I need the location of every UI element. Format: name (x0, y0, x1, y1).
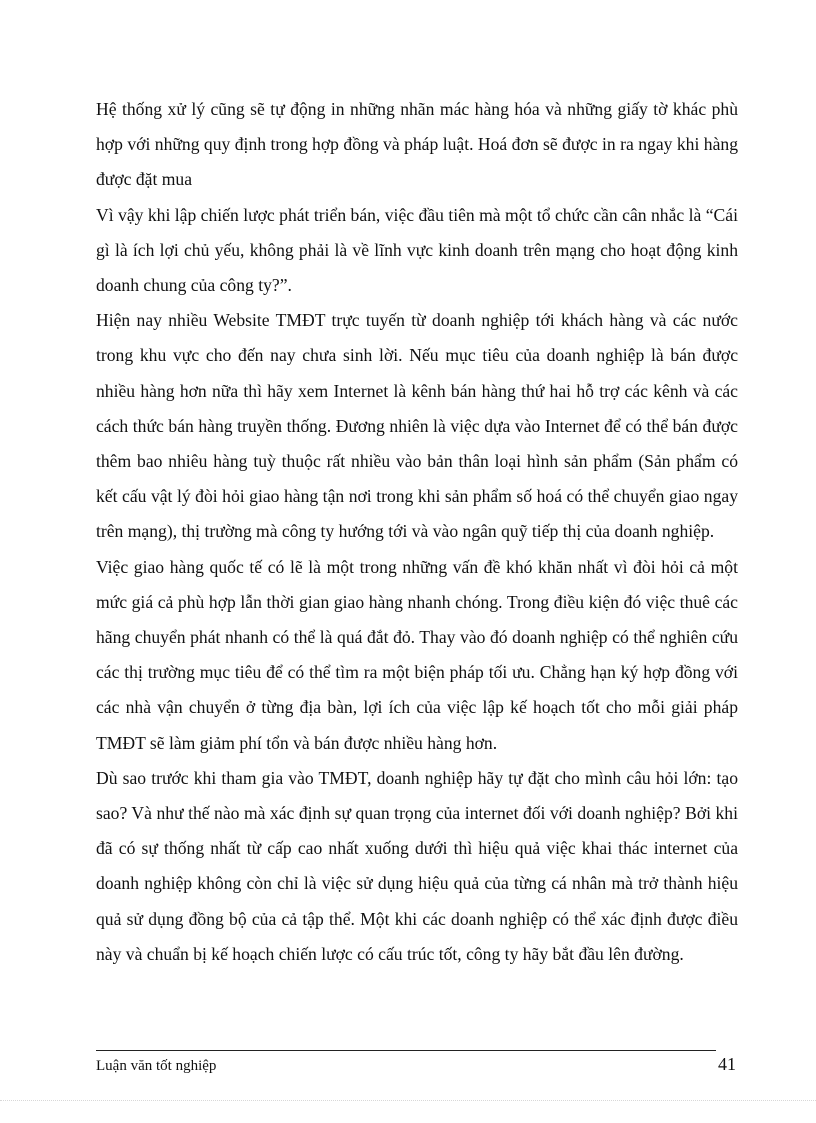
paragraph-3: Hiện nay nhiều Website TMĐT trực tuyến từ doanh nghiệp tới khách hàng và các nước trong khu vực cho đến nay chưa sinh lời. Nếu mục tiêu của doanh nghiệp là bán được nhiều hàng hơn nữa thì hãy xem Internet là kênh bán hàng thứ hai hỗ trợ các kênh và các cách thức bán hàng truyền thống. Đương nhiên là việc dựa vào Internet để có thể bán được thêm bao nhiêu hàng tuỳ thuộc rất nhiều vào bản thân loại hình sản phẩm (Sản phẩm có kết cấu vật lý đòi hỏi giao hàng tận nơi trong khi sản phẩm số hoá có thể chuyển giao ngay trên mạng), thị trường mà công ty hướng tới và vào ngân quỹ tiếp thị của doanh nghiệp. (96, 310, 738, 542)
footer-label: Luận văn tốt nghiệp (96, 1058, 217, 1074)
body-text (96, 92, 738, 972)
paragraph-5: Dù sao trước khi tham gia vào TMĐT, doanh nghiệp hãy tự đặt cho mình câu hỏi lớn: tạo sao? Và như thế nào mà xác định sự quan trọng của internet đối với doanh nghiệp? Bởi khi đã có sự thống nhất từ cấp cao nhất xuống dưới thì hiệu quả việc khai thác internet của doanh nghiệp không còn chỉ là việc sử dụng hiệu quả của từng cá nhân mà trở thành hiệu quả sử dụng đồng bộ của cả tập thể. Một khi các doanh nghiệp có thể xác định được điều này và chuẩn bị kế hoạch chiến lược có cấu trúc tốt, công ty hãy bắt đầu lên đường. (96, 767, 738, 964)
paragraph-2: Vì vậy khi lập chiến lược phát triển bán, việc đầu tiên mà một tổ chức cần cân nhắc là “Cái gì là ích lợi chủ yếu, không phải là về lĩnh vực kinh doanh trên mạng cho hoạt động kinh doanh chung của công ty?”. (96, 204, 738, 296)
paragraph-4: Việc giao hàng quốc tế có lẽ là một trong những vấn đề khó khăn nhất vì đòi hỏi cả một mức giá cả phù hợp lẫn thời gian giao hàng nhanh chóng. Trong điều kiện đó việc thuê các hãng chuyển phát nhanh có thể là quá đắt đỏ. Thay vào đó doanh nghiệp có thể nghiên cứu các thị trường mục tiêu để có thể tìm ra một biện pháp tối ưu. Chẳng hạn ký hợp đồng với các nhà vận chuyển ở từng địa bàn, lợi ích của việc lập kế hoạch tốt cho mỗi giải pháp TMĐT sẽ làm giảm phí tổn và bán được nhiều hàng hơn. (96, 556, 738, 753)
page-number: 41 (718, 1054, 736, 1074)
footer-divider (96, 1050, 716, 1051)
paragraph-1: Hệ thống xử lý cũng sẽ tự động in những nhãn mác hàng hóa và những giấy tờ khác phù hợp với những quy định trong hợp đồng và pháp luật. Hoá đơn sẽ được in ra ngay khi hàng được đặt mua (96, 99, 738, 190)
page-bottom-edge (0, 1100, 816, 1101)
